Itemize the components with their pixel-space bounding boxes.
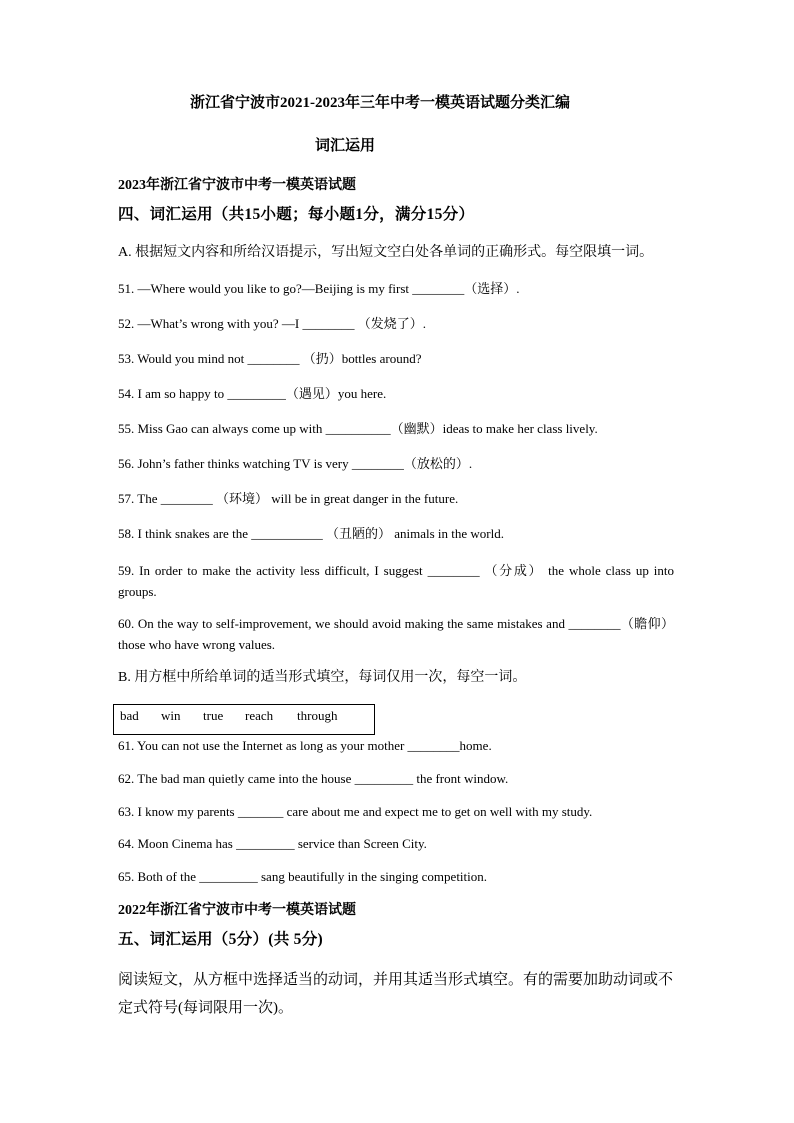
question-53: 53. Would you mind not ________ （扔）bottles around? — [118, 351, 422, 366]
part-b-instruction: B. 用方框中所给单词的适当形式填空，每词仅用一次，每空一词。 — [118, 670, 527, 685]
question-52: 52. —What’s wrong with you? —I ________ （发烧了）. — [118, 316, 427, 331]
question-56: 56. John’s father thinks watching TV is very ________（放松的）. — [118, 456, 473, 471]
question-58: 58. I think snakes are the ___________ （丑陋的） animals in the world. — [118, 526, 504, 541]
question-51: 51. —Where would you like to go?—Beijing is my first ________（选择）. — [118, 281, 520, 296]
section-4-heading: 四、词汇运用（共15小题；每小题1分，满分15分） — [118, 206, 475, 223]
document-title: 浙江省宁波市2021-2023年三年中考一模英语试题分类汇编 — [190, 95, 570, 111]
word-box-item: reach — [245, 708, 274, 723]
question-54: 54. I am so happy to _________（遇见）you here. — [118, 386, 387, 401]
question-59: 59. In order to make the activity less difficult, I suggest ________ （分成） the whole class up into groups. — [118, 563, 674, 599]
question-63: 63. I know my parents _______ care about me and expect me to get on well with my study. — [118, 804, 593, 819]
section-5-instruction: 阅读短文，从方框中选择适当的动词，并用其适当形式填空。有的需要加助动词或不定式符号(每词限用一次)。 — [118, 972, 674, 1016]
word-box-item: win — [161, 708, 181, 723]
question-57: 57. The ________ （环境） will be in great danger in the future. — [118, 491, 459, 506]
word-box — [113, 704, 375, 735]
part-a-instruction: A. 根据短文内容和所给汉语提示，写出短文空白处各单词的正确形式。每空限填一词。 — [118, 245, 654, 260]
section-5-heading: 五、词汇运用（5分）(共 5分) — [118, 931, 323, 948]
exam-year-2023-heading: 2023年浙江省宁波市中考一模英语试题 — [118, 178, 356, 193]
exam-year-2022-heading: 2022年浙江省宁波市中考一模英语试题 — [118, 903, 356, 918]
question-65: 65. Both of the _________ sang beautifully in the singing competition. — [118, 869, 488, 884]
question-62: 62. The bad man quietly came into the house _________ the front window. — [118, 771, 509, 786]
question-64: 64. Moon Cinema has _________ service than Screen City. — [118, 836, 427, 851]
question-61: 61. You can not use the Internet as long as your mother ________home. — [118, 738, 492, 753]
word-box-item: bad — [120, 708, 139, 723]
document-subtitle: 词汇运用 — [315, 138, 376, 154]
question-60: 60. On the way to self-improvement, we should avoid making the same mistakes and ________（瞻仰） those who have wrong values. — [118, 616, 674, 652]
word-box-item: through — [297, 708, 338, 723]
question-55: 55. Miss Gao can always come up with __________（幽默）ideas to make her class lively. — [118, 421, 598, 436]
word-box-item: true — [203, 708, 224, 723]
